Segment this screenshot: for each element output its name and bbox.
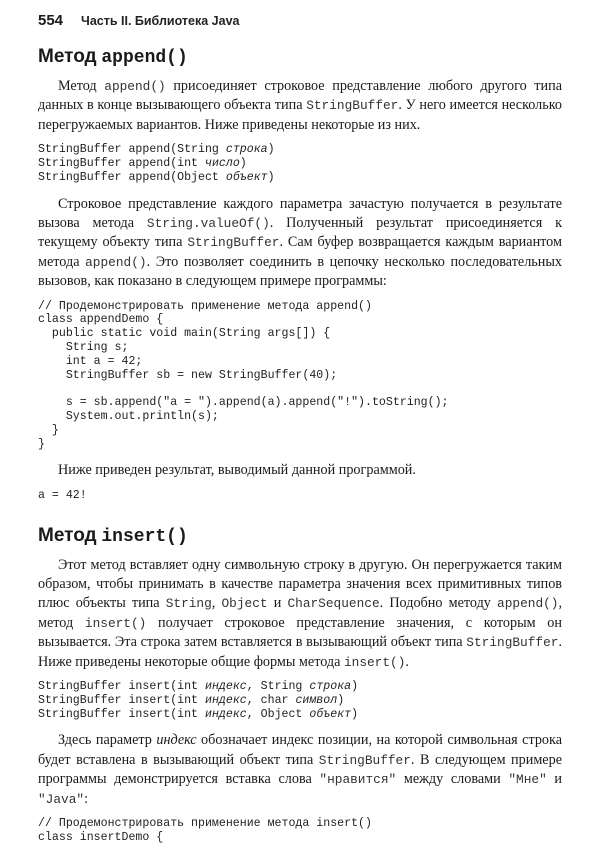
insert-paragraph-2: Здесь параметр индекс обозначает индекс позиции, на которой символьная строка будет вставлена в вызывающий объект типа StringBuffer. В следующем примере программы демонстрируется вставка слова "нравится" между словами "Мне" и "Java": [38, 732, 562, 807]
append-heading-word: Метод [38, 46, 97, 67]
insert-paragraph-1: Этот метод вставляет одну символьную строку в другую. Он перегружается таким образом, чтобы принимать в качестве параметра значения всех примитивных типов плюс объекты типа String, Object и CharSequence. Подобно методу append(), метод insert() получает строковое представление значения, с которым он вызывается. Эта строка затем вставляется в вызывающий объект типа StringBuffer. Ниже приведены некоторые общие формы метода insert(). [38, 556, 563, 670]
append-heading [38, 46, 562, 69]
insert-code-listing: // Продемонстрировать применение метода insert() class insertDemo { [38, 817, 372, 844]
append-code-listing: // Продемонстрировать применение метода append() class appendDemo { public static void main(String args[]) { String s; int a = 42; StringBuffer sb = new StringBuffer(40); s = sb.append("a = ").append(a).append("!").toString(); System.out.println(s); } } [38, 299, 449, 451]
page-number: 554 [38, 12, 64, 29]
book-page [38, 12, 562, 855]
running-head [38, 12, 562, 36]
append-paragraph-1: Метод append() присоединяет строковое представление любого другого типа данных в конце вызывающего объекта типа StringBuffer. У него имеется несколько перегружаемых вариантов. Ниже приведены некоторые из них. [38, 78, 563, 133]
part-title: Часть II. Библиотека Java [81, 14, 240, 28]
insert-heading-code: insert() [101, 526, 188, 547]
append-paragraph-2: Строковое представление каждого параметра зачастую получается в результате вызова метода String.valueOf(). Полученный результат присоединяется к текущему объекту типа StringBuffer. Сам буфер возвращается каждым вариантом метода append(). Это позволяет соединить в цепочку несколько последовательных вызовов, как показано в следующем примере программы: [38, 195, 562, 290]
insert-heading-word: Метод [38, 524, 97, 546]
append-program-output: a = 42! [38, 488, 87, 502]
append-heading-code: append() [101, 48, 188, 68]
insert-heading [38, 525, 562, 548]
insert-forms: StringBuffer insert(int индекс, String строка) StringBuffer insert(int индекс, char символ) StringBuffer insert(int индекс, Object объект) [38, 680, 359, 721]
append-result-intro: Ниже приведен результат, выводимый данной программой. [58, 462, 416, 479]
append-forms: StringBuffer append(String строка) StringBuffer append(int число) StringBuffer append(Object объект) [38, 143, 275, 184]
